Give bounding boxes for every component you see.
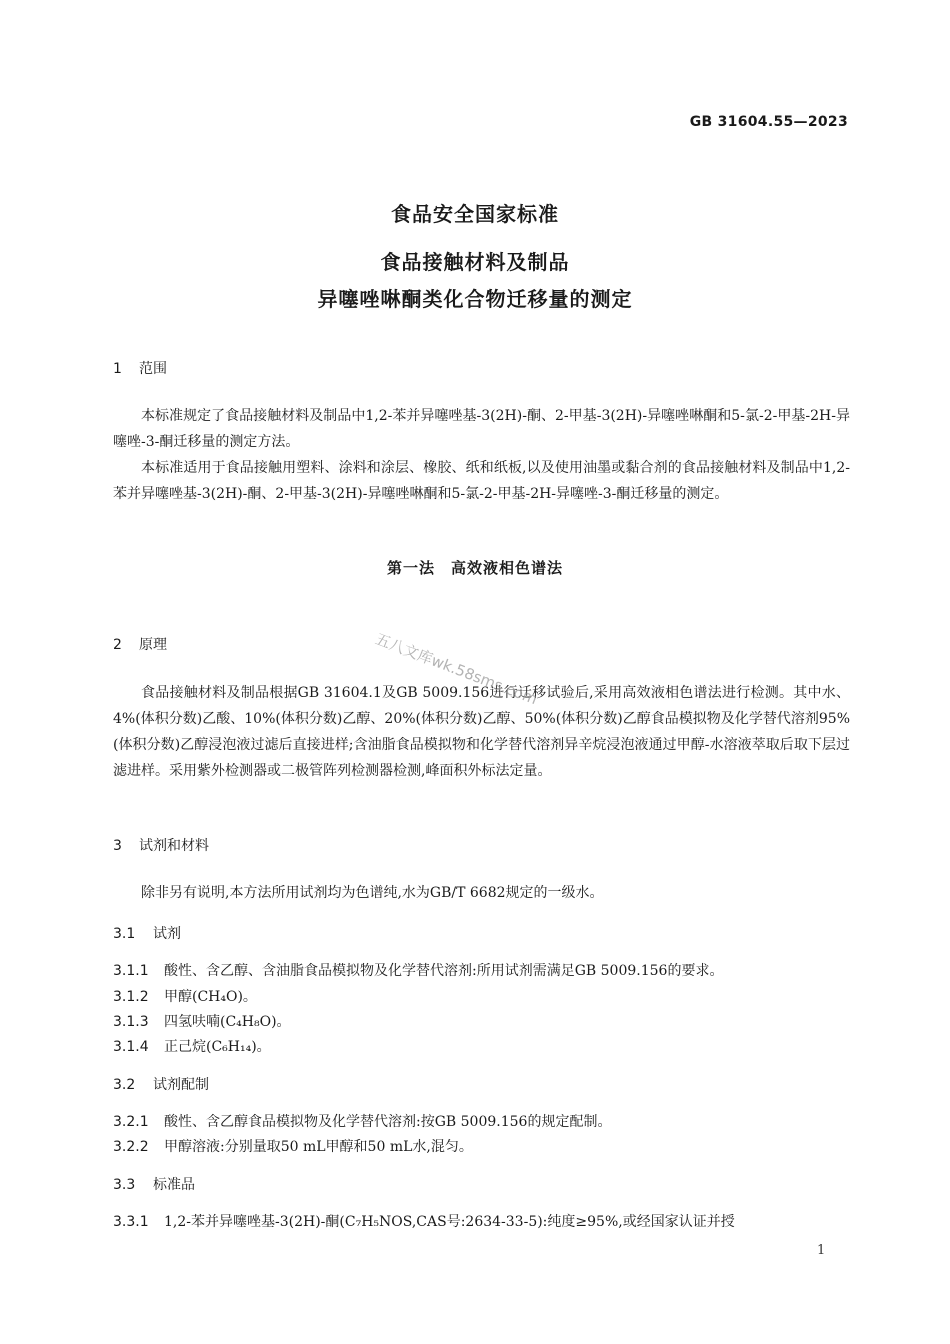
section-title: 试剂配制: [153, 1077, 209, 1093]
section-number: 1: [113, 361, 122, 377]
section-1-heading: [113, 358, 167, 378]
item-number: 3.1.4: [113, 1039, 149, 1055]
section-1-body: [113, 403, 850, 507]
list-item: [113, 1011, 291, 1031]
list-item: [113, 1211, 735, 1231]
section-title: 范围: [139, 361, 167, 377]
paragraph: 食品接触材料及制品根据GB 31604.1及GB 5009.156进行迁移试验后,采用高效液相色谱法进行检测。其中水、4%(体积分数)乙酸、10%(体积分数)乙醇、20%(体积分数)乙醇、50%(体积分数)乙醇食品模拟物及化学替代溶剂95%(体积分数)乙醇浸泡液过滤后直接进样;含油脂食品模拟物和化学替代溶剂异辛烷浸泡液通过甲醇-水溶液萃取后取下层过滤进样。采用紫外检测器或二极管阵列检测器检测,峰面积外标法定量。: [113, 685, 850, 779]
section-number: 3.3: [113, 1177, 136, 1193]
item-text: 酸性、含乙醇食品模拟物及化学替代溶剂:按GB 5009.156的规定配制。: [164, 1114, 612, 1130]
section-3-heading: [113, 835, 209, 855]
item-number: 3.2.2: [113, 1139, 149, 1155]
section-3-2-heading: [113, 1074, 209, 1094]
section-title: 原理: [139, 637, 167, 653]
paragraph: 除非另有说明,本方法所用试剂均为色谱纯,水为GB/T 6682规定的一级水。: [141, 885, 604, 901]
list-item: [113, 1136, 473, 1156]
item-text: 甲醇溶液:分别量取50 mL甲醇和50 mL水,混匀。: [164, 1139, 473, 1155]
title-line-1: 食品安全国家标准: [391, 202, 559, 226]
section-2-body: [113, 680, 850, 784]
watermark: 五八文库wk.58sms.com: [372, 629, 540, 709]
section-number: 3.1: [113, 926, 136, 942]
section-3-body: [113, 880, 850, 906]
section-2-heading: [113, 634, 167, 654]
item-text: 甲醇(CH₄O)。: [164, 989, 257, 1005]
section-title: 试剂: [153, 926, 181, 942]
section-number: 3.2: [113, 1077, 136, 1093]
item-text: 1,2-苯并异噻唑基-3(2H)-酮(C₇H₅NOS,CAS号:2634-33-5):纯度≥95%,或经国家认证并授: [164, 1214, 735, 1230]
section-title: 标准品: [153, 1177, 195, 1193]
section-3-3-heading: [113, 1174, 195, 1194]
title-line-2: 食品接触材料及制品: [380, 250, 570, 274]
item-text: 酸性、含乙醇、含油脂食品模拟物及化学替代溶剂:所用试剂需满足GB 5009.156的要求。: [164, 963, 724, 979]
item-number: 3.1.1: [113, 963, 149, 979]
standard-code: GB 31604.55—2023: [689, 114, 848, 130]
paragraph: 本标准适用于食品接触用塑料、涂料和涂层、橡胶、纸和纸板,以及使用油墨或黏合剂的食品接触材料及制品中1,2-苯并异噻唑基-3(2H)-酮、2-甲基-3(2H)-异噻唑啉酮和5-氯-2-甲基-2H-异噻唑-3-酮迁移量的测定。: [113, 460, 850, 502]
title-line-3: 异噻唑啉酮类化合物迁移量的测定: [317, 287, 633, 311]
section-title: 试剂和材料: [139, 838, 209, 854]
section-number: 3: [113, 838, 122, 854]
item-number: 3.1.3: [113, 1014, 149, 1030]
item-number: 3.2.1: [113, 1114, 149, 1130]
item-number: 3.3.1: [113, 1214, 149, 1230]
item-number: 3.1.2: [113, 989, 149, 1005]
list-item: [113, 1111, 611, 1131]
list-item: [113, 986, 257, 1006]
page-number: 1: [817, 1243, 826, 1258]
paragraph: 本标准规定了食品接触材料及制品中1,2-苯并异噻唑基-3(2H)-酮、2-甲基-3(2H)-异噻唑啉酮和5-氯-2-甲基-2H-异噻唑-3-酮迁移量的测定方法。: [113, 408, 850, 450]
section-3-1-heading: [113, 923, 181, 943]
item-text: 四氢呋喃(C₄H₈O)。: [164, 1014, 291, 1030]
list-item: [113, 960, 723, 980]
item-text: 正己烷(C₆H₁₄)。: [164, 1039, 271, 1055]
list-item: [113, 1036, 271, 1056]
section-number: 2: [113, 637, 122, 653]
method-heading: 第一法 高效液相色谱法: [386, 559, 563, 577]
